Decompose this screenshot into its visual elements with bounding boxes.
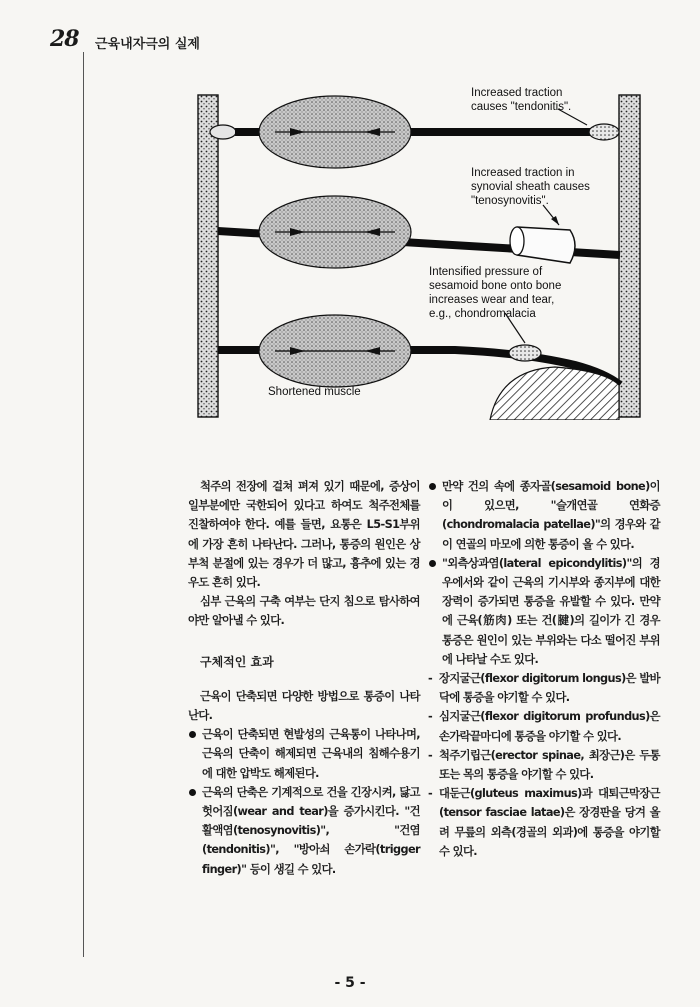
body-paragraph: 심부 근육의 구축 여부는 단지 침으로 탐사하여야만 알아낼 수 있다. [188, 595, 420, 628]
dash-item: - 척주기립근(erector spinae, 최장근)은 두통 또는 목의 통증을 야기할 수 있다. [428, 746, 660, 784]
dash-item: - 심지굴근(flexor digitorum profundus)은 손가락끝마디에 통증을 야기할 수 있다. [428, 707, 660, 745]
body-paragraph: 척주의 전장에 걸쳐 펴져 있기 때문에, 증상이 일부분에만 국한되어 있다고 하여도 척주전체를 진찰하여야 한다. 예를 들면, 요통은 L5-S1부위에 가장 흔히 나타난다. 그러나, 통증의 원인은 상부척 분절에 있는 경우가 더 많고, 흉추에 있는 경우도 흔히 있다. [188, 480, 420, 590]
label-tenosynovitis: Increased traction in synovial sheath causes "tenosynovitis". [471, 167, 590, 207]
right-column [428, 477, 660, 861]
label-tendonitis: Increased traction causes "tendonitis". [471, 87, 572, 113]
running-title: 근육내자극의 실제 [95, 37, 200, 52]
left-column [188, 477, 420, 879]
bullet-item: 근육의 단축은 기계적으로 건을 긴장시켜, 닳고 헛어짐(wear and tear)을 증가시킨다. "건활액염(tenosynovitis)", "건염(tendonitis)", "방아쇠 손가락(trigger finger)" 등이 생길 수 있다. [188, 783, 420, 879]
section-heading: 구체적인 효과 [200, 654, 274, 669]
dash-item: - 장지굴근(flexor digitorum longus)은 발바닥에 통증을 야기할 수 있다. [428, 669, 660, 707]
label-sesamoid-pressure: Intensified pressure of sesamoid bone onto bone increases wear and tear, e.g., chondromalacia [429, 266, 562, 320]
margin-rule [83, 52, 84, 957]
muscle-tendon-figure [195, 85, 655, 420]
tendonitis-inflammation [589, 124, 619, 140]
figure-drawing [195, 85, 655, 420]
page-footer-number: - 5 - [334, 975, 366, 991]
bullet-item: "외측상과염(lateral epicondylitis)"의 경우에서와 같이 근육의 기시부와 종지부에 대한 장력이 증가되면 통증을 유발할 수 있다. 만약에 근육(筋肉) 또는 건(腱)의 길이가 긴 경우 통증은 원인이 있는 부위와는 다소 떨어진 부위에 나타날 수도 있다. [428, 554, 660, 669]
bullet-item: 만약 건의 속에 종자골(sesamoid bone)이 이 있으면, "슬개연골 연화증(chondromalacia patellae)"의 경우와 같이 연골의 마모에 의한 통증이 올 수 있다. [428, 477, 660, 554]
label-shortened-muscle: Shortened muscle [268, 386, 361, 398]
body-paragraph: 근육이 단축되면 다양한 방법으로 통증이 나타난다. [188, 689, 420, 723]
sesamoid-bone [509, 345, 541, 361]
left-bone [198, 95, 218, 417]
page-number: 28 [50, 26, 79, 52]
bone-surface [490, 367, 619, 420]
right-bone [619, 95, 640, 417]
bullet-item: 근육이 단축되면 현발성의 근육통이 나타나며, 근육의 단축이 해제되면 근육내의 침해수용기에 대한 압박도 해제된다. [188, 725, 420, 783]
dash-item: - 대둔근(gluteus maximus)과 대퇴근막장근(tensor fasciae latae)은 장경판을 당겨 올려 무릎의 외측(경골의 외과)에 통증을 야기할 수 있다. [428, 784, 660, 861]
